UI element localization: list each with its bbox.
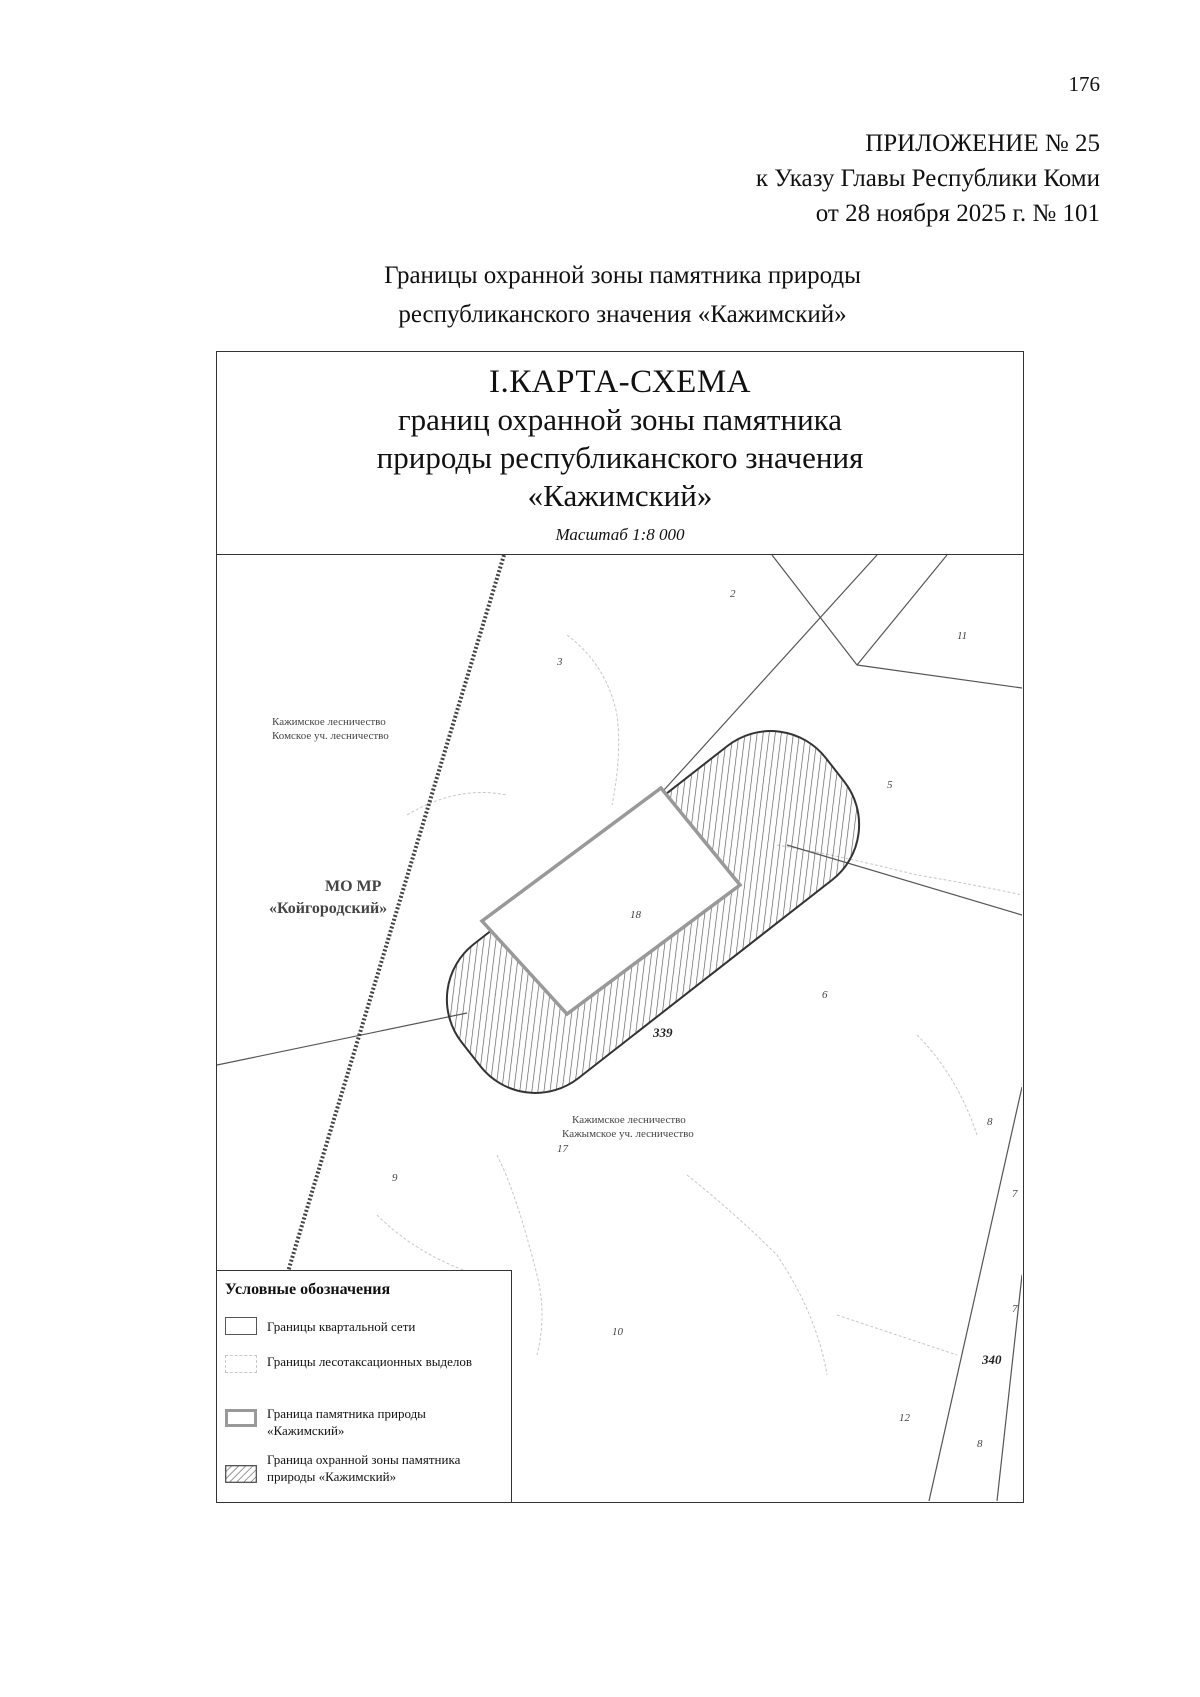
legend-title: Условные обозначения [225,1281,391,1298]
district-label-1: МО МР [325,878,382,895]
forestry-label-s-1: Кажимское лесничество [572,1114,686,1126]
map-heading-line1: границ охранной зоны памятника [397,402,843,437]
map-heading: I.КАРТА-СХЕМА [489,364,751,400]
map-frame [216,351,1024,1503]
map-header [217,352,1023,555]
document-title-line2: республиканского значения «Кажимский» [398,301,847,328]
document-title-line1: Границы охранной зоны памятника природы [384,262,861,289]
legend-item-label: Граница памятника природы «Кажимский» [267,1406,426,1438]
plot-label: 6 [822,989,828,1001]
plot-label: 10 [612,1326,623,1338]
plot-label: 12 [899,1412,910,1424]
legend-item-label: Границы лесотаксационных выделов [267,1354,472,1369]
plot-label: 8 [977,1438,983,1450]
map-heading-line3: «Кажимский» [527,478,713,513]
plot-label: 8 [987,1116,993,1128]
monument-swatch [225,1409,257,1427]
forestry-label-nw-2: Комское уч. лесничество [272,730,389,742]
forestry-label-s-2: Кажымское уч. лесничество [562,1128,694,1140]
map-heading-line2: природы республиканского значения [376,440,864,475]
plot-label: 7 [1012,1303,1018,1315]
district-label-2: «Койгородский» [269,900,388,917]
plot-label: 3 [557,656,563,668]
plot-label: 2 [730,588,736,600]
forestry-label-nw-1: Кажимское лесничество [272,716,386,728]
document-title [0,256,1200,334]
taxation-swatch [225,1355,257,1373]
appendix-decree: к Указу Главы Республики Коми [755,165,1100,192]
plot-label: 18 [630,909,641,921]
zone-swatch [225,1465,257,1483]
quarter-network-swatch [225,1317,257,1335]
legend-item-label: Границы квартальной сети [267,1319,416,1334]
plot-label: 11 [957,630,968,642]
legend-item-label: Граница охранной зоны памятника природы «Кажимский» [267,1452,461,1484]
quarter-label: 339 [653,1025,673,1040]
plot-label: 17 [557,1143,568,1155]
map-scale: Масштаб 1:8 000 [555,525,685,544]
plot-label: 5 [887,779,893,791]
quarter-label: 340 [982,1352,1002,1367]
appendix-number: ПРИЛОЖЕНИЕ № 25 [865,130,1100,157]
map-legend [217,1270,512,1502]
page-number: 176 [1068,72,1100,96]
plot-label: 7 [1012,1188,1018,1200]
plot-label: 9 [392,1172,398,1184]
appendix-block [756,126,1100,231]
appendix-date: от 28 ноября 2025 г. № 101 [815,200,1100,227]
